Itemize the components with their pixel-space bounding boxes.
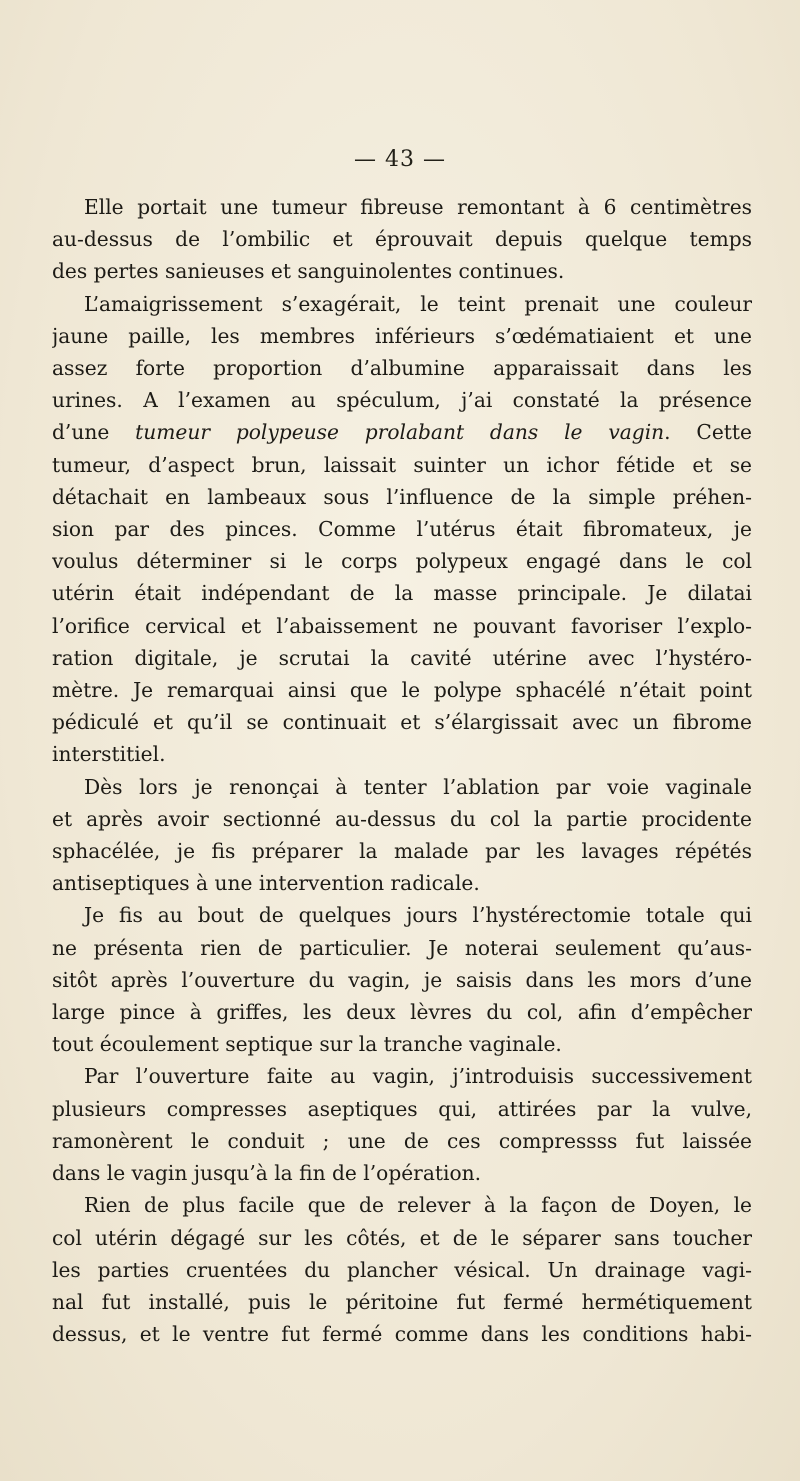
text-line [52, 1254, 752, 1286]
text-line-content: sitôt après l’ouverture du vagin, je saisis dans les mors d’une [52, 967, 752, 992]
text-line [52, 1318, 752, 1350]
text-line [52, 932, 752, 964]
text-line-content: urines. A l’examen au spéculum, j’ai constaté la présence [52, 388, 752, 413]
text-line [52, 223, 752, 255]
text-line [52, 449, 752, 481]
text-line [52, 1222, 752, 1254]
text-line [52, 1028, 752, 1060]
text-line-content: Par l’ouverture faite au vagin, j’introduisis successivement [84, 1064, 752, 1089]
text-line [52, 513, 752, 545]
text-line-content: Je fis au bout de quelques jours l’hystérectomie totale qui [84, 903, 752, 928]
text-line [52, 320, 752, 352]
text-line [52, 996, 752, 1028]
text-line-content: Rien de plus facile que de relever à la façon de Doyen, le [84, 1193, 752, 1218]
text-line-content: pédiculé et qu’il se continuait et s’élargissait avec un fibrome [52, 710, 752, 735]
page-number: — 43 — [354, 147, 446, 172]
text-line-content: col utérin dégagé sur les côtés, et de le séparer sans toucher [52, 1225, 752, 1250]
text-line-tail: . Cette [664, 420, 752, 445]
text-line [52, 577, 752, 609]
text-line [52, 191, 752, 223]
text-line-content: les parties cruentées du plancher vésical. Un drainage vagi- [52, 1257, 752, 1282]
text-line-content: tout écoulement septique sur la tranche vaginale. [52, 1032, 562, 1057]
text-line-content: sphacélée, je fis préparer la malade par les lavages répétés [52, 839, 752, 864]
body-text [52, 191, 752, 1350]
text-line [52, 255, 752, 287]
text-line-content: sion par des pinces. Comme l’utérus était fibromateux, je [52, 517, 752, 542]
text-line [52, 545, 752, 577]
text-line-content: nal fut installé, puis le péritoine fut fermé hermétiquement [52, 1289, 752, 1314]
text-line-content: d’une [52, 420, 136, 445]
text-line [52, 288, 752, 320]
text-line-content: dessus, et le ventre fut fermé comme dans les conditions habi- [52, 1322, 752, 1347]
text-line-content: L’amaigrissement s’exagérait, le teint prenait une couleur [84, 291, 752, 316]
text-line [52, 1060, 752, 1092]
text-line [52, 674, 752, 706]
text-line [52, 899, 752, 931]
text-line-content: dans le vagin jusqu’à la fin de l’opération. [52, 1161, 482, 1186]
text-line-content: et après avoir sectionné au-dessus du col la partie procidente [52, 806, 752, 831]
text-line [52, 867, 752, 899]
text-line-content: utérin était indépendant de la masse principale. Je dilatai [52, 581, 752, 606]
text-line-content: jaune paille, les membres inférieurs s’œdématiaient et une [52, 323, 752, 348]
text-line-content: au-dessus de l’ombilic et éprouvait depuis quelque temps [52, 227, 752, 252]
text-line [52, 384, 752, 416]
text-line-content: mètre. Je remarquai ainsi que le polype sphacélé n’était point [52, 678, 752, 703]
text-line-content: l’orifice cervical et l’abaissement ne pouvant favoriser l’explo- [52, 613, 752, 638]
text-line [52, 771, 752, 803]
text-line [52, 610, 752, 642]
text-line [52, 1286, 752, 1318]
text-line [52, 1189, 752, 1221]
text-line-content: ramonèrent le conduit ; une de ces compressss fut laissée [52, 1128, 752, 1153]
text-line-content: tumeur, d’aspect brun, laissait suinter un ichor fétide et se [52, 452, 752, 477]
text-line [52, 352, 752, 384]
text-line-content: antiseptiques à une intervention radicale. [52, 871, 480, 896]
text-line-content: Dès lors je renonçai à tenter l’ablation par voie vaginale [84, 774, 752, 799]
text-line-content: plusieurs compresses aseptiques qui, attirées par la vulve, [52, 1096, 752, 1121]
text-line-content: ne présenta rien de particulier. Je noterai seulement qu’aus- [52, 935, 752, 960]
text-line-content: large pince à griffes, les deux lèvres du col, afin d’empêcher [52, 1000, 752, 1025]
text-line-content: interstitiel. [52, 742, 166, 767]
text-line [52, 964, 752, 996]
text-line [52, 1093, 752, 1125]
text-line-content: ration digitale, je scrutai la cavité utérine avec l’hystéro- [52, 645, 752, 670]
text-line [52, 642, 752, 674]
text-line [52, 416, 752, 448]
text-line-content: assez forte proportion d’albumine apparaissait dans les [52, 356, 752, 381]
text-line-content: Elle portait une tumeur fibreuse remontant à 6 centimètres [84, 195, 752, 219]
text-line [52, 738, 752, 770]
text-line [52, 835, 752, 867]
text-line [52, 706, 752, 738]
text-line [52, 1157, 752, 1189]
text-line-content: détachait en lambeaux sous l’influence de la simple préhen- [52, 484, 752, 509]
text-line [52, 803, 752, 835]
text-line-content: voulus déterminer si le corps polypeux engagé dans le col [52, 549, 752, 574]
text-line-content: des pertes sanieuses et sanguinolentes continues. [52, 259, 565, 284]
text-line [52, 481, 752, 513]
italic-phrase: tumeur polypeuse prolabant dans le vagin [135, 420, 665, 445]
text-line [52, 1125, 752, 1157]
